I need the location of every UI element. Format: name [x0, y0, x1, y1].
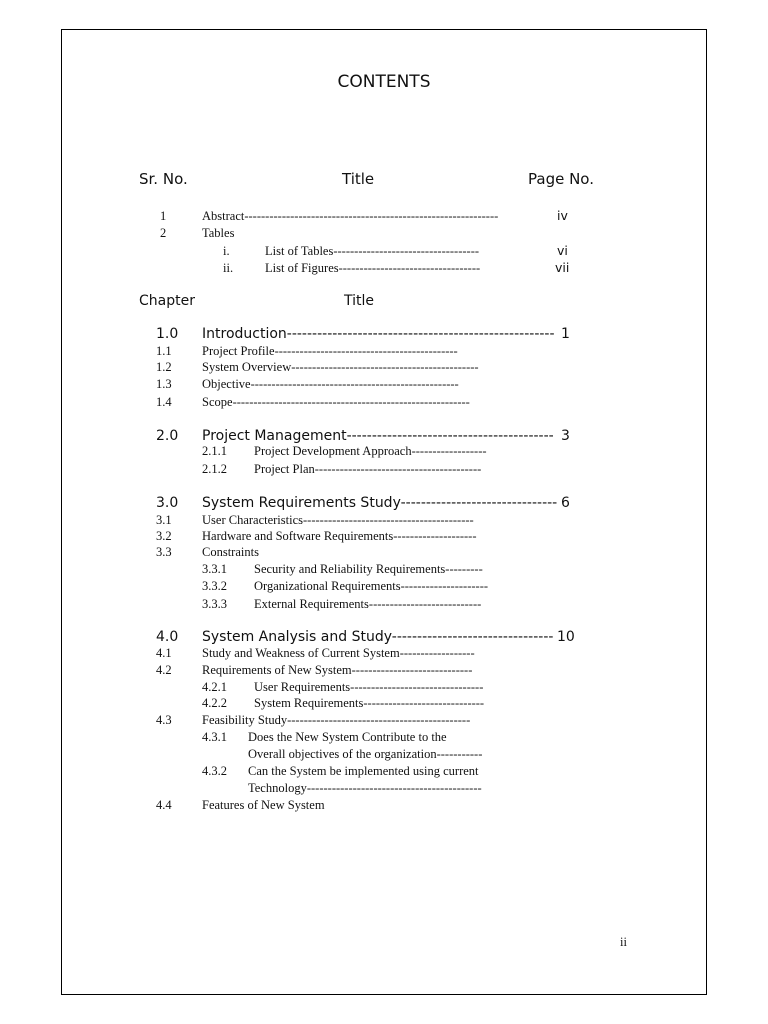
chapter-title: Introduction-----------------------------------------------------	[202, 326, 555, 342]
section-no: 4.3	[156, 713, 172, 727]
subsection-title: Can the System be implemented using current	[248, 764, 479, 778]
chapter-no: 3.0	[156, 495, 179, 511]
section-title: Objective--------------------------------------------------	[202, 377, 459, 391]
section-title: Feasibility Study--------------------------------------------	[202, 713, 471, 727]
subsection-title-continued: Technology------------------------------------------	[248, 781, 482, 795]
section-title: System Overview---------------------------------------------	[202, 360, 479, 374]
chapter-page: 3	[561, 428, 570, 444]
section-title: Features of New System	[202, 798, 325, 812]
front-no: ii.	[223, 261, 234, 275]
front-no: i.	[223, 244, 230, 258]
front-item-abstract: Abstract-------------------------------------------------------------	[202, 209, 499, 223]
front-page: vii	[555, 260, 570, 275]
section-no: 3.3	[156, 545, 172, 559]
front-item-list-of-figures: List of Figures----------------------------------	[265, 261, 481, 275]
subsection-title: User Requirements--------------------------------	[254, 680, 484, 694]
section-no: 4.1	[156, 646, 172, 660]
subsection-title: System Requirements-----------------------------	[254, 696, 485, 710]
subsection-no: 4.3.2	[202, 764, 227, 778]
chapter-title: System Requirements Study-------------------------------	[202, 495, 558, 511]
section-no: 4.2	[156, 663, 172, 677]
front-no: 2	[160, 226, 167, 240]
chapter-no: 2.0	[156, 428, 179, 444]
section-no: 3.1	[156, 513, 172, 527]
subsection-title: Security and Reliability Requirements---------	[254, 562, 483, 576]
section-no: 1.4	[156, 395, 172, 409]
subsection-title: Does the New System Contribute to the	[248, 730, 447, 744]
section-no: 1.1	[156, 344, 172, 358]
header-sr-no: Sr. No.	[139, 170, 188, 188]
subsection-title: Project Plan----------------------------------------	[254, 462, 482, 476]
section-title: Scope---------------------------------------------------------	[202, 395, 470, 409]
subsection-no: 3.3.3	[202, 597, 227, 611]
section-no: 1.2	[156, 360, 172, 374]
section-no: 3.2	[156, 529, 172, 543]
header-title: Title	[342, 170, 375, 188]
front-item-tables: Tables	[202, 226, 235, 240]
section-title: Hardware and Software Requirements--------------------	[202, 529, 477, 543]
chapter-page: 6	[561, 495, 570, 511]
front-page: vi	[557, 243, 568, 258]
section-title: Project Profile--------------------------------------------	[202, 344, 458, 358]
chapter-page: 1	[561, 326, 570, 342]
subsection-no: 4.2.2	[202, 696, 227, 710]
subsection-title: Organizational Requirements---------------------	[254, 579, 489, 593]
subsection-no: 3.3.2	[202, 579, 227, 593]
header-chapter-title: Title	[344, 293, 375, 309]
chapter-page: 10	[557, 629, 575, 645]
section-no: 1.3	[156, 377, 172, 391]
page-title: CONTENTS	[337, 72, 431, 92]
front-item-list-of-tables: List of Tables-----------------------------------	[265, 244, 480, 258]
subsection-no: 4.3.1	[202, 730, 227, 744]
subsection-title: Project Development Approach------------------	[254, 444, 487, 458]
chapter-no: 1.0	[156, 326, 179, 342]
header-chapter: Chapter	[139, 293, 195, 309]
section-no: 4.4	[156, 798, 172, 812]
header-page-no: Page No.	[528, 170, 594, 188]
subsection-no: 2.1.2	[202, 462, 227, 476]
section-title: User Characteristics-----------------------------------------	[202, 513, 474, 527]
subsection-no: 3.3.1	[202, 562, 227, 576]
subsection-title-continued: Overall objectives of the organization-----------	[248, 747, 483, 761]
chapter-title: Project Management-----------------------------------------	[202, 428, 554, 444]
section-title: Requirements of New System-----------------------------	[202, 663, 473, 677]
subsection-no: 4.2.1	[202, 680, 227, 694]
front-page: iv	[557, 208, 568, 223]
chapter-title: System Analysis and Study--------------------------------	[202, 629, 554, 645]
section-title: Study and Weakness of Current System------------------	[202, 646, 475, 660]
front-no: 1	[160, 209, 167, 223]
subsection-title: External Requirements---------------------------	[254, 597, 482, 611]
page-number: ii	[620, 935, 627, 949]
section-title: Constraints	[202, 545, 259, 559]
subsection-no: 2.1.1	[202, 444, 227, 458]
chapter-no: 4.0	[156, 629, 179, 645]
